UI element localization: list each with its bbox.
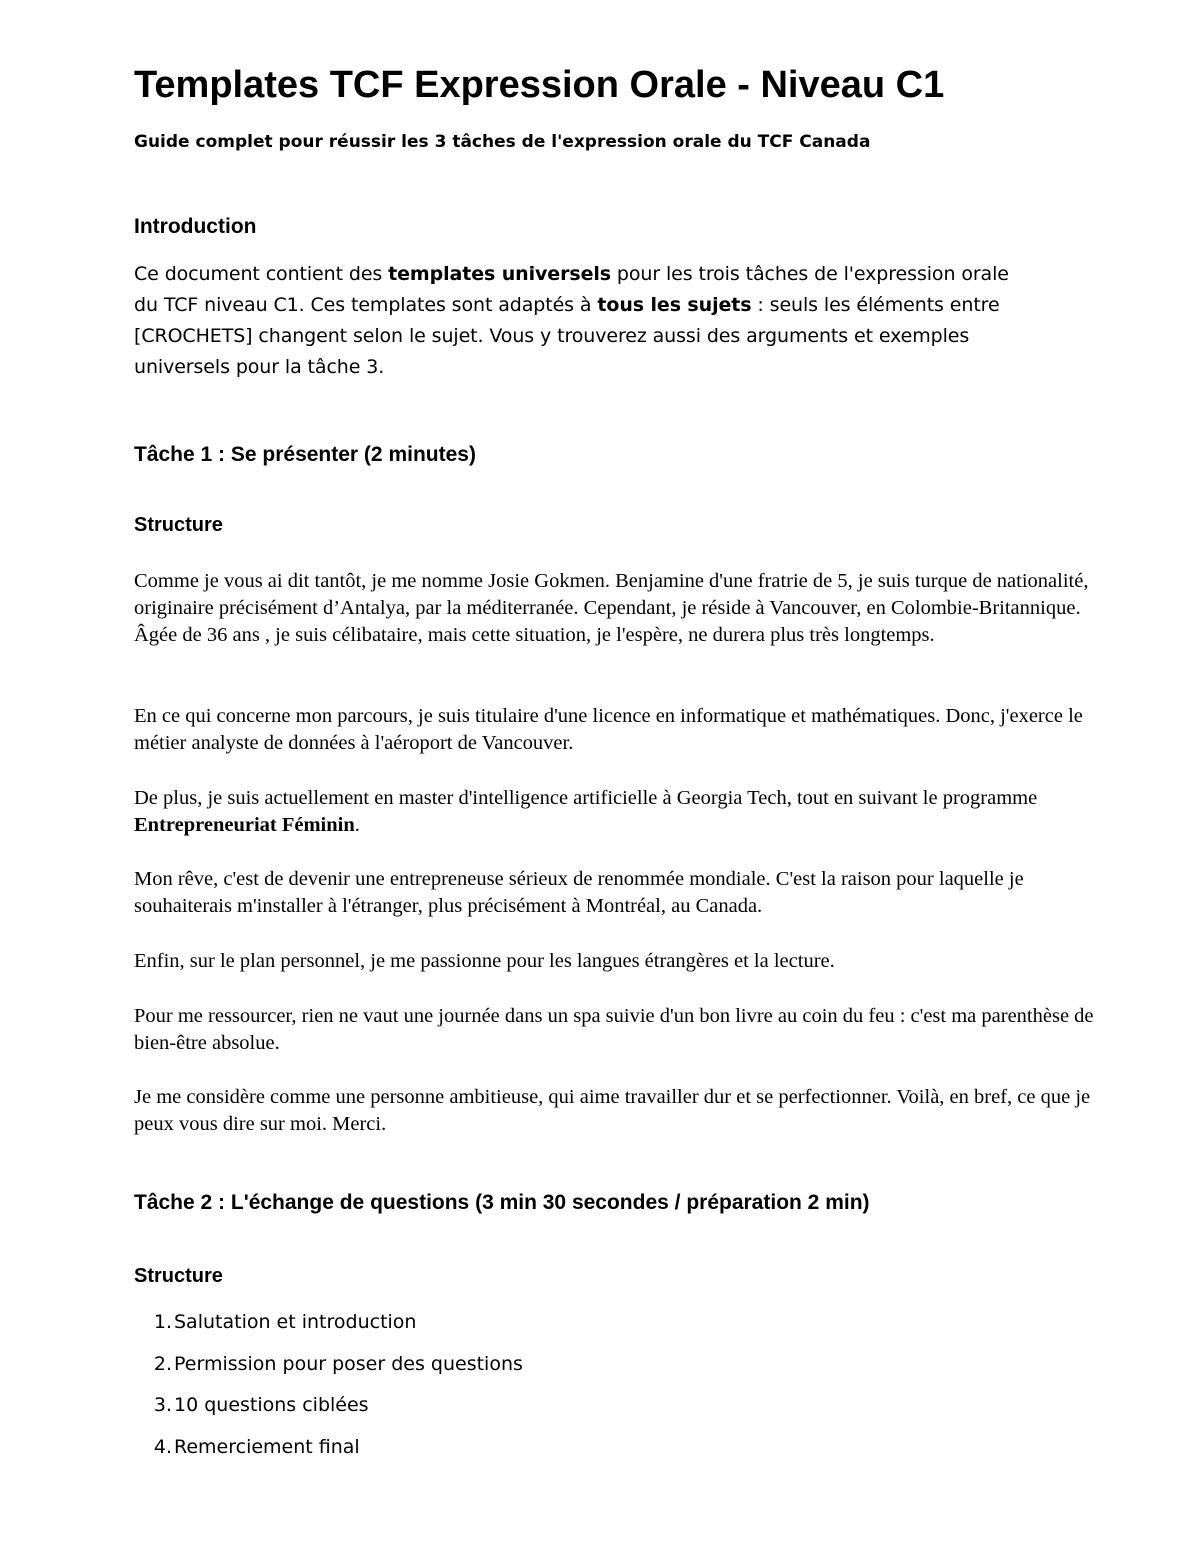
task2-heading: Tâche 2 : L'échange de questions (3 min 30 secondes / préparation 2 min) — [134, 1191, 870, 1214]
list-item — [134, 1348, 523, 1390]
task1-paragraph-2: En ce qui concerne mon parcours, je suis titulaire d'une licence en informatique et mathématiques. Donc, j'exerce le métier analyste de données à l'aéroport de Vancouver. — [134, 705, 1083, 754]
list-item-number: 4. — [153, 1435, 172, 1458]
task1-paragraph-1: Comme je vous ai dit tantôt, je me nomme Josie Gokmen. Benjamine d'une fratrie de 5, je suis turque de nationalité, originaire précisément d’Antalya, par la méditerranée. Cependant, je réside à Vancouver, en Colombie-Britannique. Âgée de 36 ans , je suis célibataire, mais cette situation, je l'espère, ne durera plus très longtemps. — [134, 570, 1089, 646]
task1-paragraph-3-bold: Entrepreneuriat Féminin — [134, 814, 355, 836]
introduction-bold-1: templates universels — [388, 263, 611, 285]
introduction-heading: Introduction — [134, 215, 257, 238]
task1-structure-heading: Structure — [134, 514, 223, 536]
introduction-text-3: : seuls les éléments entre [CROCHETS] changent selon le sujet. Vous y trouverez aussi des arguments et exemples universels pour la tâche 3. — [134, 294, 1000, 378]
introduction-text-2: pour les trois tâches de l'expression orale du TCF niveau C1. Ces templates sont adaptés à — [134, 263, 1009, 316]
task1-heading: Tâche 1 : Se présenter (2 minutes) — [134, 443, 476, 466]
task1-paragraph-3-end: . — [354, 814, 360, 836]
task1-paragraph-7: Je me considère comme une personne ambitieuse, qui aime travailler dur et se perfectionner. Voilà, en bref, ce que je peux vous dire sur moi. Merci. — [134, 1086, 1091, 1135]
task1-paragraph-6: Pour me ressourcer, rien ne vaut une journée dans un spa suivie d'un bon livre au coin du feu : c'est ma parenthèse de bien-être absolue. — [134, 1005, 1094, 1054]
task1-paragraph-3 — [134, 785, 1099, 839]
list-item-label: Remerciement final — [174, 1435, 360, 1458]
introduction-paragraph — [134, 259, 1014, 383]
document-title: Templates TCF Expression Orale - Niveau C1 — [134, 64, 945, 106]
introduction-bold-2: tous les sujets — [597, 294, 752, 316]
list-item-number: 3. — [153, 1394, 172, 1416]
document-subtitle: Guide complet pour réussir les 3 tâches de l'expression orale du TCF Canada — [134, 132, 871, 152]
list-item-label: Permission pour poser des questions — [174, 1352, 523, 1375]
task1-paragraph-4: Mon rêve, c'est de devenir une entrepreneuse sérieux de renommée mondiale. C'est la raison pour laquelle je souhaiterais m'installer à l'étranger, plus précisément à Montréal, au Canada. — [134, 868, 1024, 917]
task1-paragraph-5: Enfin, sur le plan personnel, je me passionne pour les langues étrangères et la lecture. — [134, 950, 835, 972]
list-item-number: 1. — [153, 1311, 172, 1333]
task2-structure-list — [134, 1306, 523, 1472]
list-item — [134, 1389, 523, 1431]
task2-structure-heading: Structure — [134, 1265, 223, 1287]
task1-paragraph-3-text: De plus, je suis actuellement en master d'intelligence artificielle à Georgia Tech, tout en suivant le programme — [134, 787, 1038, 809]
introduction-text-1: Ce document contient des — [134, 263, 389, 285]
list-item-number: 2. — [153, 1352, 172, 1375]
list-item-label: Salutation et introduction — [174, 1311, 417, 1333]
list-item — [134, 1306, 523, 1348]
list-item — [134, 1431, 523, 1473]
list-item-label: 10 questions ciblées — [174, 1394, 369, 1416]
